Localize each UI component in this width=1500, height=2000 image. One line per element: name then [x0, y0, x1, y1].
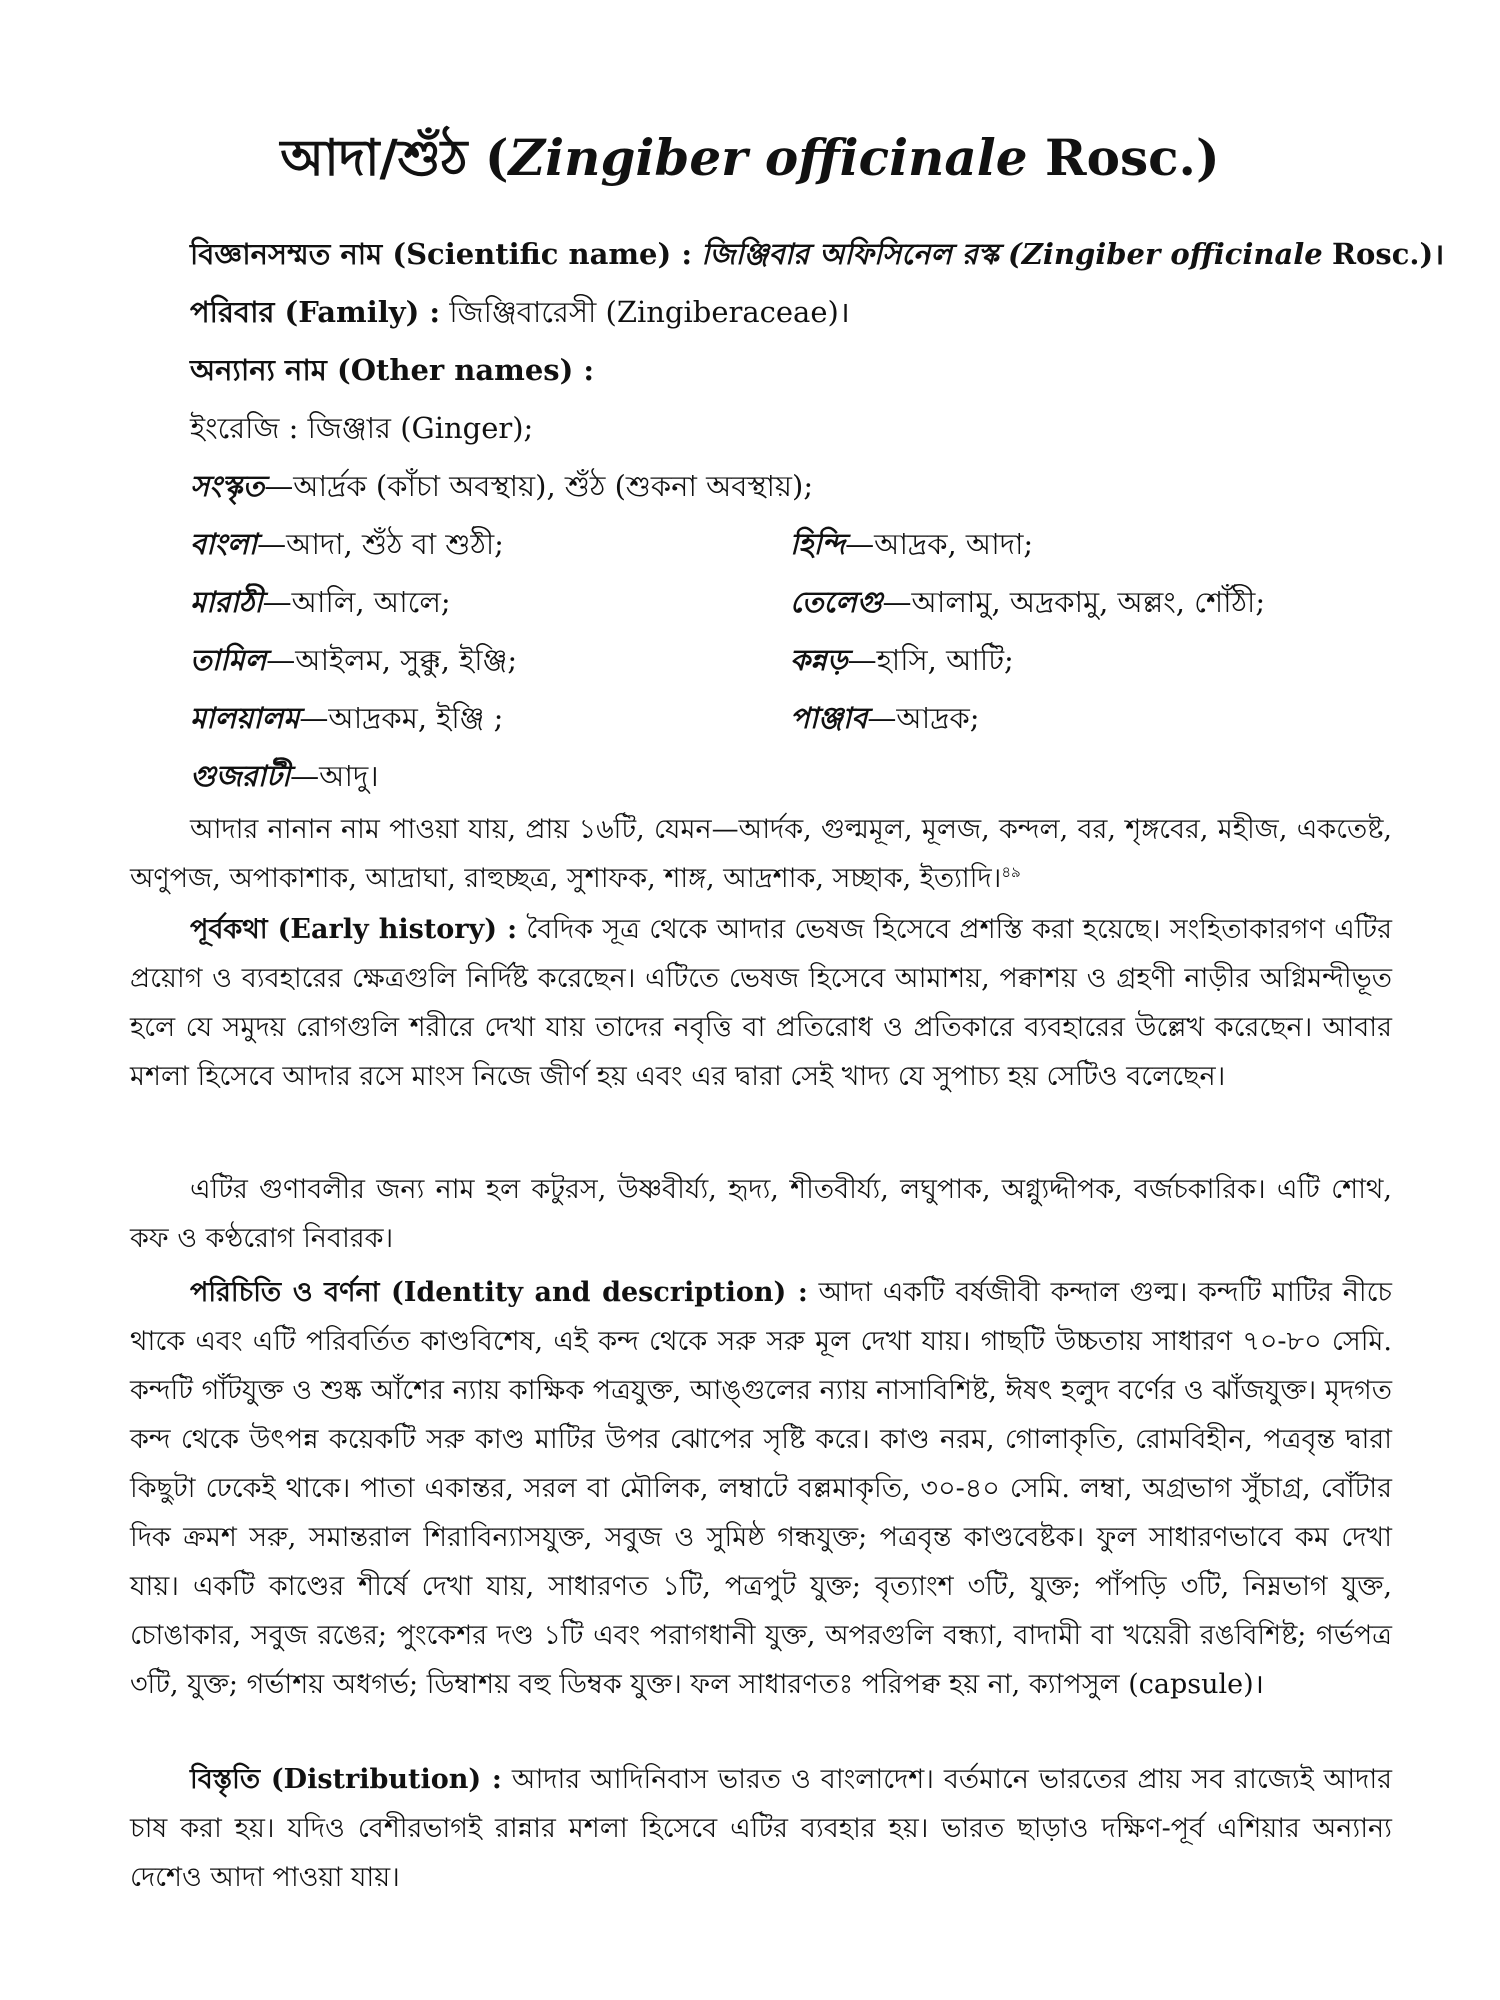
distribution-heading: বিস্তৃতি (Distribution) :	[190, 1764, 502, 1795]
identity-text: আদা একটি বর্ষজীবী কন্দাল গুল্ম। কন্দটি মাটির নীচে থাকে এবং এটি পরিবর্তিত কাণ্ডবিশেষ, এই কন্দ থেকে সরু সরু মূল দেখা যায়। গাছটি উচ্চতায় সাধারণ ৭০-৮০ সেমি. কন্দটি গাঁটযুক্ত ও শুষ্ক আঁশের ন্যায় কাক্ষিক পত্রযুক্ত, আঙ্গুলের ন্যায় নাসাবিশিষ্ট, ঈষৎ হলুদ বর্ণের ও ঝাঁজযুক্ত। মৃদগত কন্দ থেকে উৎপন্ন কয়েকটি সরু কাণ্ড মাটির উপর ঝোপের সৃষ্টি করে। কাণ্ড নরম, গোলাকৃতি, রোমবিহীন, পত্রবৃন্ত দ্বারা কিছুটা ঢেকেই থাকে। পাতা একান্তর, সরল বা মৌলিক, লম্বাটে বল্লমাকৃতি, ৩০-৪০ সেমি. লম্বা, অগ্রভাগ সুঁচাগ্র, বোঁটার দিক ক্রমশ সরু, সমান্তরাল শিরাবিন্যাসযুক্ত, সবুজ ও সুমিষ্ঠ গন্ধযুক্ত; পত্রবৃন্ত কাণ্ডবেষ্টক। ফুল সাধারণভাবে কম দেখা যায়। একটি কাণ্ডের শীর্ষে দেখা যায়, সাধারণত ১টি, পত্রপুট যুক্ত; বৃত্যাংশ ৩টি, যুক্ত; পাঁপড়ি ৩টি, নিম্নভাগ যুক্ত, চোঙাকার, সবুজ রঙের; পুংকেশর দণ্ড ১টি এবং পরাগধানী যুক্ত, অপরগুলি বন্ধ্যা, বাদামী বা খয়েরী রঙবিশিষ্ট; গর্ভপত্র ৩টি, যুক্ত; গর্ভাশয় অধগর্ভ; ডিম্বাশয় বহু ডিম্বক যুক্ত। ফল সাধারণতঃ পরিপক্ব হয় না, ক্যাপসুল (capsule)।	[130, 1277, 1392, 1700]
lang-label: তেলেগু	[790, 585, 883, 619]
identity-paragraph	[130, 1268, 1392, 1709]
scientific-name-bengali: জিঞ্জিবার অফিসিনেল রস্ক	[701, 237, 999, 271]
identity-heading: পরিচিতি ও বর্ণনা (Identity and description) :	[190, 1277, 808, 1308]
gujarati-lang: গুজরাটী	[190, 759, 291, 793]
names-paragraph-text: আদার নানান নাম পাওয়া যায়, প্রায় ১৬টি, যেমন—আর্দক, গুল্মমূল, মূলজ, কন্দল, বর, শৃঙ্গবের, মহীজ, একতেষ্ট, অণুপজ, অপাকাশাক, আদ্রাঘা, রাহুচ্ছত্র, সুশাফক, শাঙ্গ, আদ্রশাক, সচ্ছাক, ইত্যাদি।	[130, 814, 1392, 894]
family-label: পরিবার (Family) :	[190, 295, 441, 329]
early-history-heading: পূর্বকথা (Early history) :	[190, 914, 518, 945]
name-pair-row	[190, 689, 1390, 747]
english-name: ইংরেজি : জিঞ্জার (Ginger);	[190, 411, 534, 445]
gujarati-value: —আদু।	[290, 759, 379, 793]
footnote-marker: ৪৯	[1001, 863, 1021, 881]
distribution-paragraph	[130, 1755, 1392, 1902]
sanskrit-name-line	[190, 457, 1390, 515]
lang-value: —আদা, শুঁঠ বা শুঠী;	[257, 527, 504, 561]
title-author: Rosc.)	[1045, 128, 1220, 187]
sanskrit-lang: সংস্কৃত	[190, 469, 265, 503]
name-pair-row	[190, 515, 1390, 573]
lang-label: তামিল	[190, 643, 267, 677]
name-pair-row	[190, 573, 1390, 631]
qualities-text: এটির গুণাবলীর জন্য নাম হল কটুরস, উষ্ণবীর্য্য, হৃদ্য, শীতবীর্য্য, লঘুপাক, অগ্ন্যুদ্দীপক, বর্জচকারিক। এটি শোথ, কফ ও কণ্ঠরোগ নিবারক।	[130, 1174, 1392, 1254]
lang-label: বাংলা	[190, 527, 258, 561]
scientific-name-latin: (Zingiber officinale	[1007, 237, 1323, 271]
english-name-line	[190, 399, 1390, 457]
names-paragraph	[130, 805, 1392, 903]
other-names-label: অন্যান্য নাম (Other names) :	[190, 353, 595, 387]
lang-value: —হাসি, আটি;	[847, 643, 1014, 677]
lang-value: —আইলম, সুক্কু, ইঞ্জি;	[266, 643, 518, 677]
lang-value: —আদ্রক, আদা;	[845, 527, 1034, 561]
lang-value: —আদ্রকম, ইঞ্জি ;	[299, 701, 504, 735]
early-history-text: বৈদিক সূত্র থেকে আদার ভেষজ হিসেবে প্রশস্তি করা হয়েছে। সংহিতাকারগণ এটির প্রয়োগ ও ব্যবহারের ক্ষেত্রগুলি নির্দিষ্ট করেছেন। এটিতে ভেষজ হিসেবে আমাশয়, পক্বাশয় ও গ্রহণী নাড়ীর অগ্নিমন্দীভূত হলে যে সমুদয় রোগগুলি শরীরে দেখা যায় তাদের নবৃত্তি বা প্রতিরোধ ও প্রতিকারে ব্যবহারের উল্লেখ করেছেন। আবার মশলা হিসেবে আদার রসে মাংস নিজে জীর্ণ হয় এবং এর দ্বারা সেই খাদ্য যে সুপাচ্য হয় সেটিও বলেছেন।	[130, 914, 1392, 1092]
other-names-heading	[190, 341, 1390, 399]
scientific-name-line	[190, 225, 1445, 283]
family-line	[190, 283, 1390, 341]
lang-value: —আলামু, অদ্রকামু, অল্লং, শোঁঠী;	[882, 585, 1266, 619]
early-history-paragraph	[130, 905, 1392, 1101]
family-value: জিঞ্জিবারেসী (Zingiberaceae)।	[449, 295, 850, 329]
title-scientific: Zingiber officinale	[508, 128, 1028, 187]
lang-value: —আদ্রক;	[867, 701, 980, 735]
title-bengali: আদা/শুঁঠ	[280, 128, 468, 187]
lang-label: পাঞ্জাব	[790, 701, 868, 735]
qualities-paragraph	[130, 1165, 1392, 1263]
name-pair-row	[190, 631, 1390, 689]
sanskrit-value: —আর্দ্রক (কাঁচা অবস্থায়), শুঁঠ (শুকনা অবস্থায়);	[264, 469, 814, 503]
distribution-text: আদার আদিনিবাস ভারত ও বাংলাদেশ। বর্তমানে ভারতের প্রায় সব রাজ্যেই আদার চাষ করা হয়। যদিও বেশীরভাগই রান্নার মশলা হিসেবে এটির ব্যবহার হয়। ভারত ছাড়াও দক্ষিণ-পূর্ব এশিয়ার অন্যান্য দেশেও আদা পাওয়া যায়।	[130, 1764, 1393, 1893]
lang-label: হিন্দি	[790, 527, 846, 561]
scientific-name-label: বিজ্ঞানসম্মত নাম (Scientific name) :	[190, 237, 693, 271]
lang-label: কন্নড়	[790, 643, 848, 677]
taxonomy-block	[190, 225, 1445, 805]
page-title: আদা/শুঁঠ (Zingiber officinale Rosc.)	[280, 128, 1220, 187]
lang-label: মারাঠী	[190, 585, 263, 619]
scientific-name-author: Rosc.)।	[1331, 237, 1445, 271]
lang-value: —আলি, আলে;	[262, 585, 451, 619]
gujarati-name-line	[190, 747, 1390, 805]
lang-label: মালয়ালম	[190, 701, 300, 735]
